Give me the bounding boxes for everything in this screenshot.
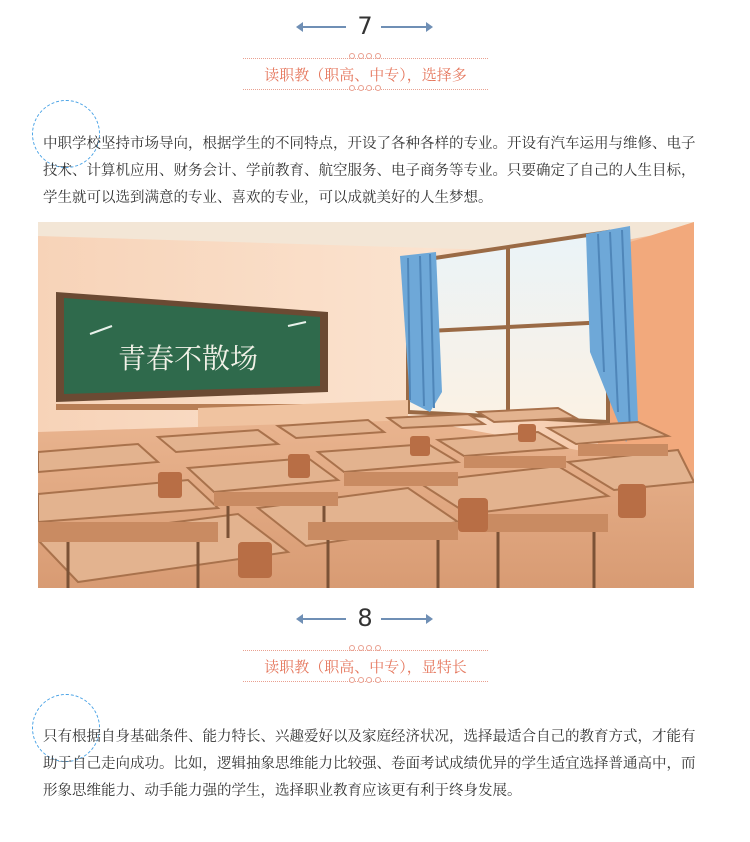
section-paragraph: 中职学校坚持市场导向，根据学生的不同特点，开设了各种各样的专业。开设有汽车运用与维修、电子技术、计算机应用、财务会计、学前教育、航空服务、电子商务等专业。只要确定了自己的人生目标，学生就可以选到满意的专业、喜欢的专业，可以成就美好的人生梦想。 (43, 136, 696, 206)
divider-line (298, 618, 346, 620)
divider-line (298, 26, 346, 28)
section-title: 读职教（职高、中专），选择多 (264, 66, 467, 84)
arrow-right-icon (426, 614, 433, 624)
blackboard-text: 青春不散场 (118, 342, 259, 375)
section-number: 7 (357, 12, 373, 40)
divider-line (381, 618, 429, 620)
arrow-right-icon (426, 22, 433, 32)
section-paragraph: 只有根据自身基础条件、能力特长、兴趣爱好以及家庭经济状况，选择最适合自己的教育方式，才能有助于自己走向成功。比如，逻辑抽象思维能力比较强、卷面考试成绩优异的学生适宜选择普通高中，而形象思维能力、动手能力强的学生，选择职业教育应该更有利于终身发展。 (43, 729, 696, 799)
section-number-header (0, 604, 750, 634)
section-number-header (0, 12, 750, 42)
arrow-left-icon (296, 614, 303, 624)
decorative-dots (349, 677, 381, 683)
classroom-illustration (38, 222, 694, 588)
section-title: 读职教（职高、中专），显特长 (264, 658, 467, 676)
divider-line (381, 26, 429, 28)
decorative-dots (349, 85, 381, 91)
section-number: 8 (357, 604, 373, 632)
arrow-left-icon (296, 22, 303, 32)
